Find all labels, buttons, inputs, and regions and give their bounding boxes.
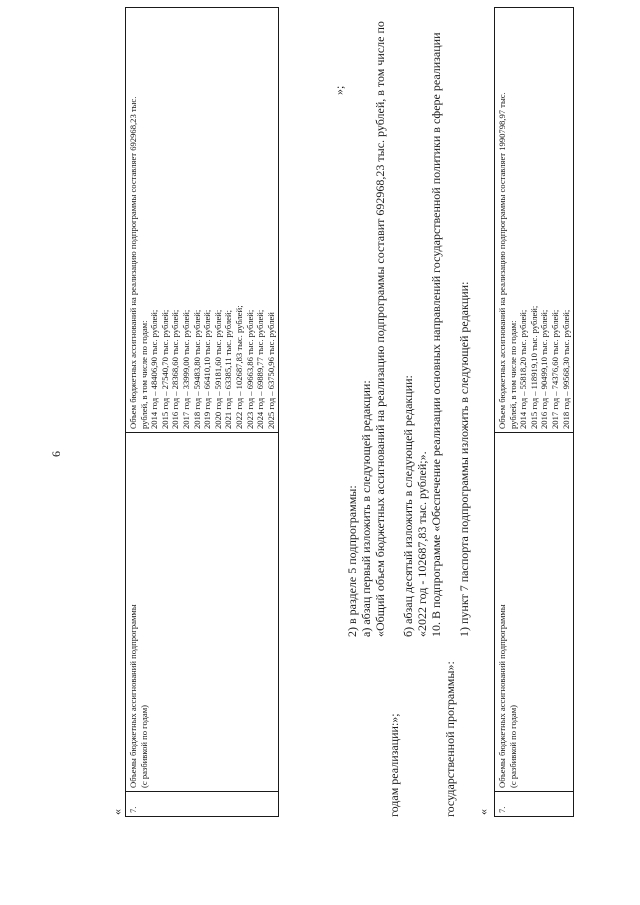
body-line: 10. В подпрограмме «Обеспечение реализации основных направлений государственной политики в сфере реализации [429, 32, 443, 637]
value-line: 2018 год – 59483,80 тыс. рублей; [191, 309, 202, 429]
body-line: «Общий объем бюджетных ассигнований на реализацию подпрограммы составит 692968,23 тыс. рублей, в том числе по [373, 21, 387, 637]
row-name: Объемы бюджетных ассигнований подпрограммы [497, 604, 507, 788]
row-name: Объемы бюджетных ассигнований подпрограммы [128, 604, 138, 788]
value-line: рублей, в том числе по годам: [507, 320, 518, 429]
row-name-cell [126, 433, 279, 792]
value-line: 2020 год – 59181,60 тыс. рублей; [212, 309, 223, 429]
value-line: рублей, в том числе по годам: [138, 320, 149, 429]
value-line: 2017 год – 33999,00 тыс. рублей; [180, 309, 191, 429]
row-name-note: (с разбивкой по годам) [507, 704, 518, 788]
row-number: 7. [495, 792, 574, 817]
value-line: 2023 год – 69663,86 тыс. рублей; [244, 309, 255, 429]
value-line: 2021 год – 63385,11 тыс. рублей; [223, 310, 234, 429]
row-value-cell [126, 8, 279, 433]
value-line: 2025 год – 63750,96 тыс. рублей [265, 312, 276, 429]
value-line: 2015 год – 27540,70 тыс. рублей; [159, 309, 170, 429]
table1-close-quote: »; [332, 85, 346, 95]
value-line: 2016 год – 90499,10 тыс. рублей; [539, 309, 550, 429]
body-line: а) абзац первый изложить в следующей редакции: [359, 380, 373, 637]
value-line: 2022 год – 102687,83 тыс. рублей; [233, 305, 244, 429]
passport-table-1 [125, 7, 279, 817]
value-line: 2024 год – 69889,77 тыс. рублей; [255, 309, 266, 429]
row-name-note: (с разбивкой по годам) [138, 704, 149, 788]
body-line: годам реализации:»; [387, 713, 401, 817]
value-line: 2014 год – 48406,90 тыс. рублей; [149, 309, 160, 429]
value-line: Объем бюджетных ассигнований на реализацию подпрограммы составляет 692968,23 тыс. [128, 96, 138, 429]
value-line: 2017 год – 74376,60 тыс. рублей; [549, 309, 560, 429]
value-line: Объем бюджетных ассигнований на реализацию подпрограммы составляет 1990798,97 тыс. [497, 92, 507, 429]
page-number: 6 [49, 451, 63, 457]
value-line: 2016 год – 28368,60 тыс. рублей; [170, 309, 181, 429]
body-line: «2022 год - 102687,83 тыс. рублей;». [415, 451, 429, 637]
row-value-cell [495, 8, 574, 433]
body-line: б) абзац десятый изложить в следующей редакции: [401, 375, 415, 637]
row-name-cell [495, 433, 574, 792]
table-row [495, 8, 574, 817]
body-line: государственной программы»: [443, 661, 457, 817]
value-line: 2018 год – 99568,30 тыс. рублей; [560, 309, 571, 429]
value-line: 2014 год – 55818,20 тыс. рублей; [518, 309, 529, 429]
value-line: 2019 год – 66410,10 тыс. рублей; [202, 309, 213, 429]
table-row [126, 8, 279, 817]
body-line: 2) в разделе 5 подпрограммы: [345, 485, 359, 637]
table1-open-quote: « [110, 809, 124, 815]
value-line: 2015 год – 118919,10 тыс. рублей; [528, 305, 539, 429]
row-number: 7. [126, 792, 279, 817]
table2-open-quote: « [476, 809, 490, 815]
body-line: 1) пункт 7 паспорта подпрограммы изложить в следующей редакции: [457, 281, 471, 637]
passport-table-2 [494, 7, 574, 817]
